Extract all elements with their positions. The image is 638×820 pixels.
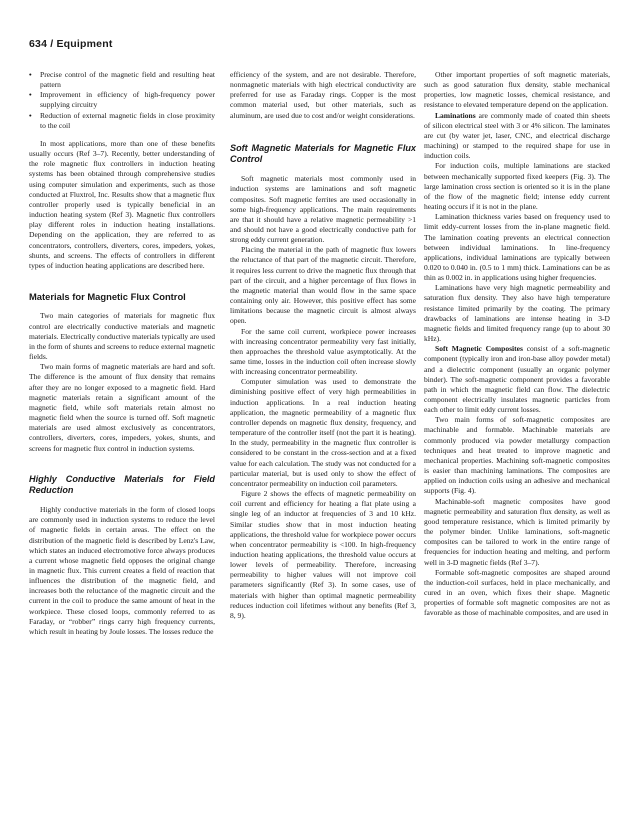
paragraph: Lamination thickness varies based on frequency used to limit eddy-current losses from the in-plane magnetic field. The lamination coating prevents an electrical connection between individual laminations. In line-frequency applications, individual laminations are typically between 0.020 to 0.040 in. (0.5 to 1 mm) thick. Laminations can be as thin as 0.002 in. in applications using higher frequencies.: [424, 212, 610, 283]
paragraph: Two main categories of materials for magnetic flux control are electrically conductive materials and magnetic materials. Electrically conductive materials typically are used in the form of shunts and screens to reduce external magnetic fields.: [29, 311, 215, 362]
paragraph: Laminations are commonly made of coated thin sheets of silicon electrical steel with 3 or 4% silicon. The laminates are cut (by water jet, laser, CNC, and electrical discharge machining) or stamped to the required shape for use in induction coils.: [424, 110, 610, 161]
paragraph: Highly conductive materials in the form of closed loops are commonly used in induction systems to reduce the level of magnetic fields in certain areas. The effect on the distribution of the magnetic field is described by Lenz's Law, which states an induced electromotive force always produces a current whose magnetic field opposes the original change in magnetic flux. This current creates a field of reaction that influences the distribution of the magnetic field, and increases both the reluctance of the magnetic circuit and the current in the coil to produce the same amount of heat in the workpiece. These closed loops, commonly referred to as Faraday, or “robber” rings carry high frequency currents, which result in heating by Joule losses. The losses reduce the: [29, 505, 215, 636]
section-heading-materials: Materials for Magnetic Flux Control: [29, 290, 186, 302]
paragraph: For the same coil current, workpiece power increases with increasing concentrator permeability very fast initially, then approaches the threshold value asymptotically. At the same time, losses in the induction coil often increase slowly with increasing concentrator permeability.: [230, 326, 416, 377]
paragraph: Two main forms of soft-magnetic composites are machinable and formable. Machinable materials are commonly produced via powder metallurgy compaction techniques and heat treated to improve magnetic and mechanical properties. Machining soft-magnetic composites is easier than machining laminations. The composites are applied on induction coils using an adhesive and mechanical supports (Fig. 4).: [424, 415, 610, 496]
paragraph: Laminations have very high magnetic permeability and saturation flux density. They also have high temperature resistance limited primarily by the coating. The primary drawbacks of laminations are intense heating in 3-D magnetic fields and limited frequency range (up to about 30 kHz).: [424, 283, 610, 344]
paragraph: Two main forms of magnetic materials are hard and soft. The difference is the amount of flux density that remains after they are no longer exposed to a magnetic field. Hard magnetic materials retain a significant amount of the magnetic field, while soft materials retain almost no magnetic field when the source is turned off. Soft magnetic materials are used almost exclusively as concentrators, controllers, diverters, cores, impeders, yokes, shunts, and screens for magnetic flux control in induction systems.: [29, 362, 215, 453]
paragraph: Placing the material in the path of magnetic flux lowers the reluctance of that part of the magnetic circuit. Therefore, it requires less current to drive the magnetic flux through that part of the circuit, and a higher percentage of flux flows in the magnetic material than would flow in the same space containing only air. However, this positive effect has some limitations because the magnetic circuit is almost always open.: [230, 245, 416, 326]
bullet-icon: •: [29, 110, 32, 120]
paragraph: Soft magnetic materials most commonly used in induction systems are laminations and soft magnetic composites. Soft magnetic ferrites are used occasionally in some high-frequency applications. The main requirements are that it should have a relative magnetic permeability >1 and should not have a good electrically conductive path for strong eddy current generation.: [230, 174, 416, 245]
benefit-list: [29, 70, 215, 131]
subsection-heading-soft-magnetic: Soft Magnetic Materials for Magnetic Flux Control: [230, 142, 416, 164]
text-column-2: [230, 70, 416, 621]
paragraph: Other important properties of soft magnetic materials, such as good saturation flux density, stable mechanical properties, low magnetic losses, chemical resistance, and resistance to elevated temperature depend on the application.: [424, 70, 610, 110]
page-header: 634 / Equipment: [29, 38, 113, 50]
list-item: • Precise control of the magnetic field and resulting heat pattern: [29, 70, 215, 90]
run-in-heading-laminations: Laminations: [435, 110, 476, 120]
paragraph: Soft Magnetic Composites consist of a soft-magnetic component (typically iron and iron-base alloy powder metal) and a dielectric component (usually an organic polymer binder). The soft-magnetic component provides a favorable path in which the magnetic field can flow. The dielectric component electrically insulates magnetic particles from each other to limit eddy current losses.: [424, 344, 610, 415]
list-item: • Reduction of external magnetic fields in close proximity to the coil: [29, 110, 215, 130]
paragraph: Machinable-soft magnetic composites have good magnetic permeability and saturation flux density, as well as good temperature resistance, which is limited primarily by the polymer binder. Unlike laminations, soft-magnetic composites can be tailored to work in the entire range of frequencies for induction heating and melting, and perform well in 3-D magnetic fields (Ref 3–7).: [424, 496, 610, 567]
paragraph: efficiency of the system, and are not desirable. Therefore, nonmagnetic materials with high electrical conductivity are preferred for use as Faraday rings. Copper is the most common material used, but other materials, such as aluminum, are used due to cost and/or weight considerations.: [230, 70, 416, 120]
subsection-heading-conductive: Highly Conductive Materials for Field Reduction: [29, 473, 215, 495]
run-in-heading-composites: Soft Magnetic Composites: [435, 344, 523, 354]
paragraph: Formable soft-magnetic composites are shaped around the induction-coil surfaces, held in place mechanically, and cured in an oven, which fixes their shape. Magnetic properties of formable soft magnetic composites are not as favorable as those of machinable composites, and are used in: [424, 567, 610, 618]
bullet-icon: •: [29, 70, 32, 79]
text-column-3: [424, 70, 610, 618]
bullet-icon: •: [29, 90, 32, 100]
text-column-1: [29, 70, 215, 637]
list-item: • Improvement in efficiency of high-frequency power supplying circuitry: [29, 90, 215, 110]
paragraph: For induction coils, multiple laminations are stacked between mechanically supported fixed keepers (Fig. 3). The large lamination cross section is oriented so it is in the plane of the flow of the magnetic field; intense eddy current heating occurs if it is not in the plane.: [424, 161, 610, 212]
paragraph: Computer simulation was used to demonstrate the diminishing positive effect of very high permeabilities in induction applications. In a real induction heating application, the magnetic permeability of a magnetic flux controller depends on magnetic flux density, frequency, and temperature of the controller itself (not the part it is heating). In the study, permeability in the magnetic flux controller is considered to be constant in the cross-section and at a fixed value for each calculation. The study was not conducted for a particular material, but is used only to show the effect of concentrator permeability on induction coil parameters.: [230, 377, 416, 488]
paragraph: Figure 2 shows the effects of magnetic permeability on coil current and efficiency for heating a flat plate using a single leg of an inductor at frequencies of 3 and 10 kHz. Similar studies show that in most induction heating applications, the threshold value for workpiece power occurs when concentrator permeability is <100. In high-frequency induction heating applications, the threshold value occurs at lower levels of permeability. Therefore, increasing permeability to higher values will not improve coil parameters significantly (Ref 3). In some cases, use of materials with higher than optimal magnetic permeability reduces induction coil lifetimes without any benefits (Ref 3, 8, 9).: [230, 489, 416, 620]
paragraph: In most applications, more than one of these benefits usually occurs (Ref 3–7). Recently, better understanding of the role magnetic flux controllers in induction heating systems has been obtained through comprehensive studies using computer simulation and experiments, such as those conducted at Fluxtrol, Inc. Results show that a magnetic flux controller properly used is typically beneficial in an induction heating system (Ref 3). Magnetic flux controllers play different roles in induction heating installations. Depending on the application, they are referred to as concentrators, controllers, diverters, cores, impeders, yokes, shunts, and screens. The effects of controllers in different types of induction heating applications are described here.: [29, 138, 215, 270]
